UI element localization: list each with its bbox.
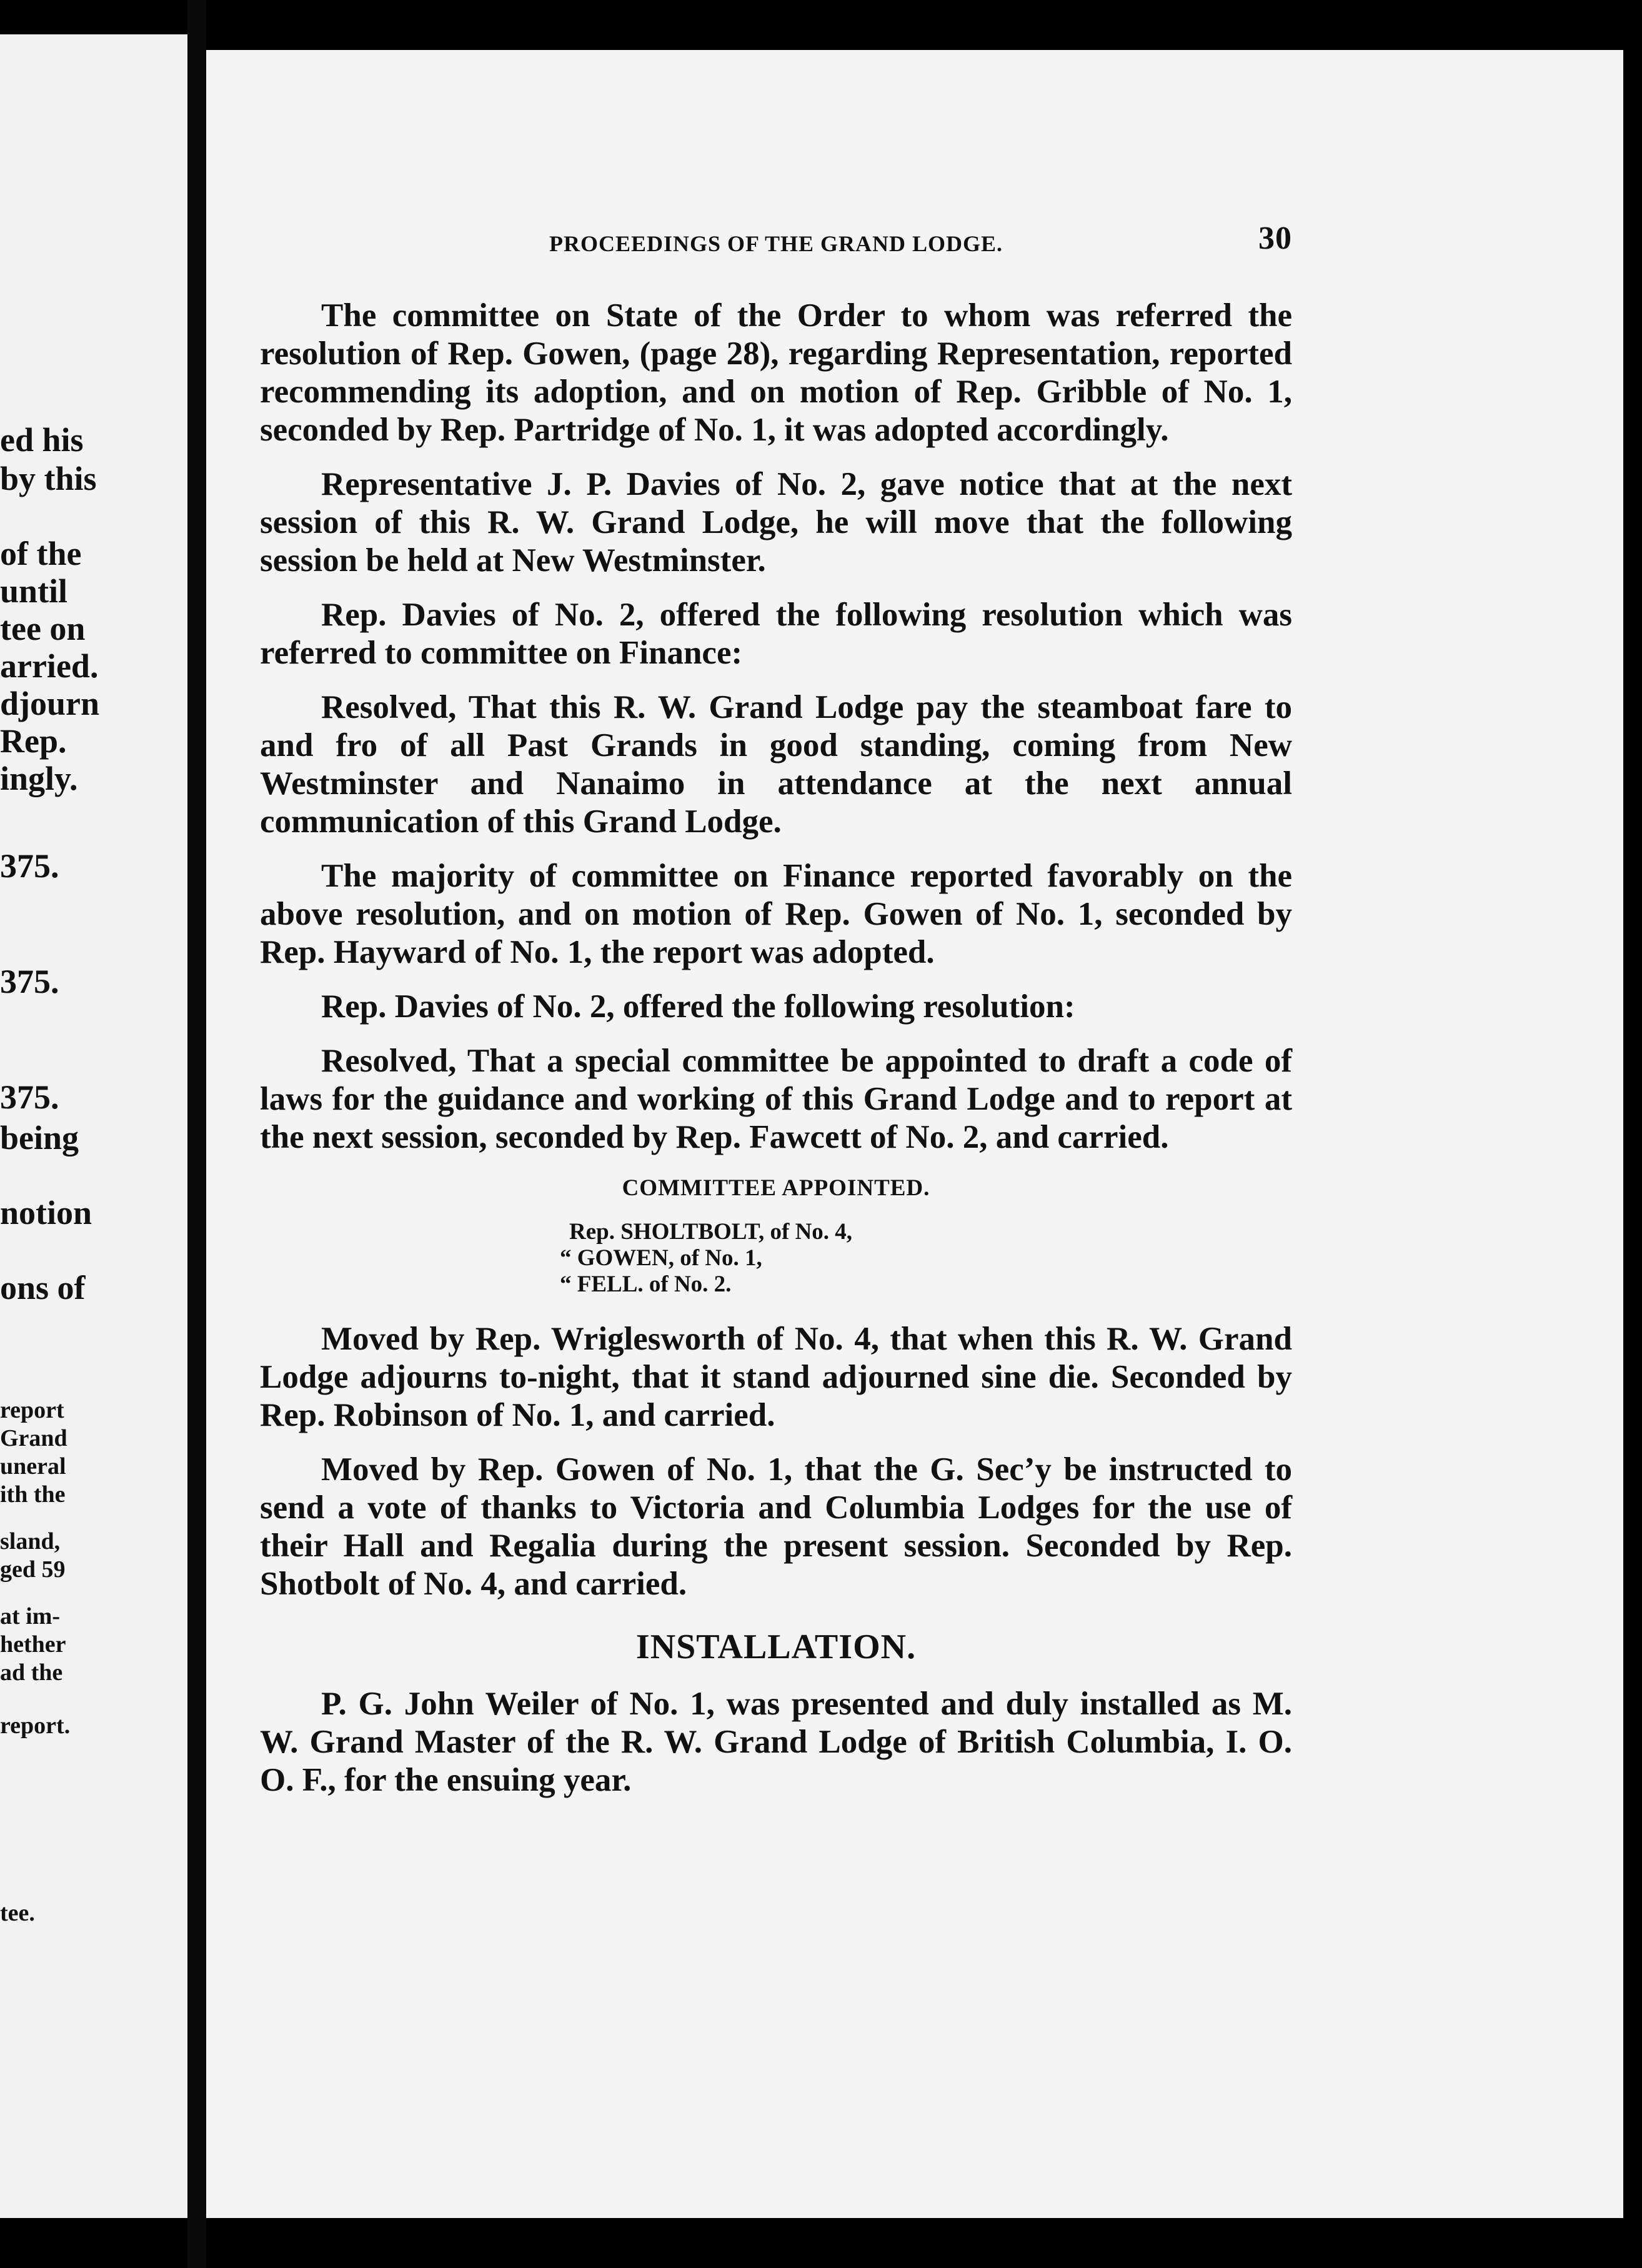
prev-line: report. [0,1713,71,1739]
prev-line: uneral [0,1453,66,1480]
previous-page-edge [0,34,187,2218]
prev-line: ed his [0,421,84,459]
paragraph: P. G. John Weiler of No. 1, was presented and duly installed as M. W. Grand Master of the R. W. Grand Lodge of British Columbia, I. O. O. F., for the ensuing year. [260,1686,1292,1798]
paragraph: Rep. Davies of No. 2, offered the following resolution which was referred to committee on Finance: [260,597,1292,671]
prev-line: 375. [0,1078,59,1116]
prev-line: ons of [0,1269,86,1306]
committee-member: Rep. SHOLTBOLT, of No. 4, [569,1219,853,1245]
committee-member: “ FELL. of No. 2. [560,1271,732,1297]
prev-line: ad the [0,1659,63,1686]
prev-line: djourn [0,685,100,722]
book-gutter [187,0,206,2268]
prev-line: 375. [0,847,59,885]
book-page [206,50,1623,2218]
prev-line: ged 59 [0,1556,66,1583]
paragraph: Resolved, That this R. W. Grand Lodge pay the steamboat fare to and fro of all Past Grands in good standing, coming from New Westminster and Nanaimo in attendance at the next annual communication of this Grand Lodge. [260,689,1292,840]
page-body [260,297,1292,1816]
prev-line: of the [0,535,82,572]
prev-line: at im- [0,1603,61,1629]
prev-line: notion [0,1194,92,1231]
prev-line: being [0,1119,79,1156]
prev-line: Grand [0,1425,67,1451]
prev-line: ingly. [0,760,78,797]
paragraph: Rep. Davies of No. 2, offered the following resolution: [321,988,1075,1025]
paragraph: Moved by Rep. Gowen of No. 1, that the G. Sec’y be instructed to send a vote of thanks to Victoria and Columbia Lodges for the use of their Hall and Regalia during the present session. Seconded by Rep. Shotbolt of No. 4, and carried. [260,1451,1292,1602]
prev-line: until [0,572,68,610]
prev-line: tee. [0,1900,35,1926]
prev-line: sland, [0,1528,61,1554]
prev-line: 375. [0,963,59,1000]
paragraph: The majority of committee on Finance reported favorably on the above resolution, and on motion of Rep. Gowen of No. 1, seconded by Rep. Hayward of No. 1, the report was adopted. [260,858,1292,970]
prev-line: Rep. [0,722,67,760]
page-number: 30 [1258,221,1292,256]
prev-line: by this [0,460,97,497]
prev-line: arried. [0,647,99,685]
committee-heading: COMMITTEE APPOINTED. [622,1175,930,1201]
paragraph: Moved by Rep. Wriglesworth of No. 4, that when this R. W. Grand Lodge adjourns to-night, that it stand adjourned sine die. Seconded by Rep. Robinson of No. 1, and carried. [260,1321,1292,1433]
page-title: PROCEEDINGS OF THE GRAND LODGE. [549,231,1003,256]
committee-member: “ GOWEN, of No. 1, [560,1245,762,1271]
prev-line: hether [0,1631,66,1658]
prev-line: report [0,1397,64,1423]
paragraph: Resolved, That a special committee be appointed to draft a code of laws for the guidance and working of this Grand Lodge and to report at the next session, seconded by Rep. Fawcett of No. 2, and carried. [260,1043,1292,1155]
paragraph: Representative J. P. Davies of No. 2, gave notice that at the next session of this R. W. Grand Lodge, he will move that the following session be held at New Westminster. [260,466,1292,579]
committee-list [260,1219,1292,1298]
prev-line: tee on [0,610,86,647]
section-heading: INSTALLATION. [635,1628,917,1666]
paragraph: The committee on State of the Order to whom was referred the resolution of Rep. Gowen, (page 28), regarding Representation, reported recommending its adoption, and on motion of Rep. Gribble of No. 1, seconded by Rep. Partridge of No. 1, it was adopted accordingly. [260,297,1292,448]
prev-line: ith the [0,1481,66,1508]
